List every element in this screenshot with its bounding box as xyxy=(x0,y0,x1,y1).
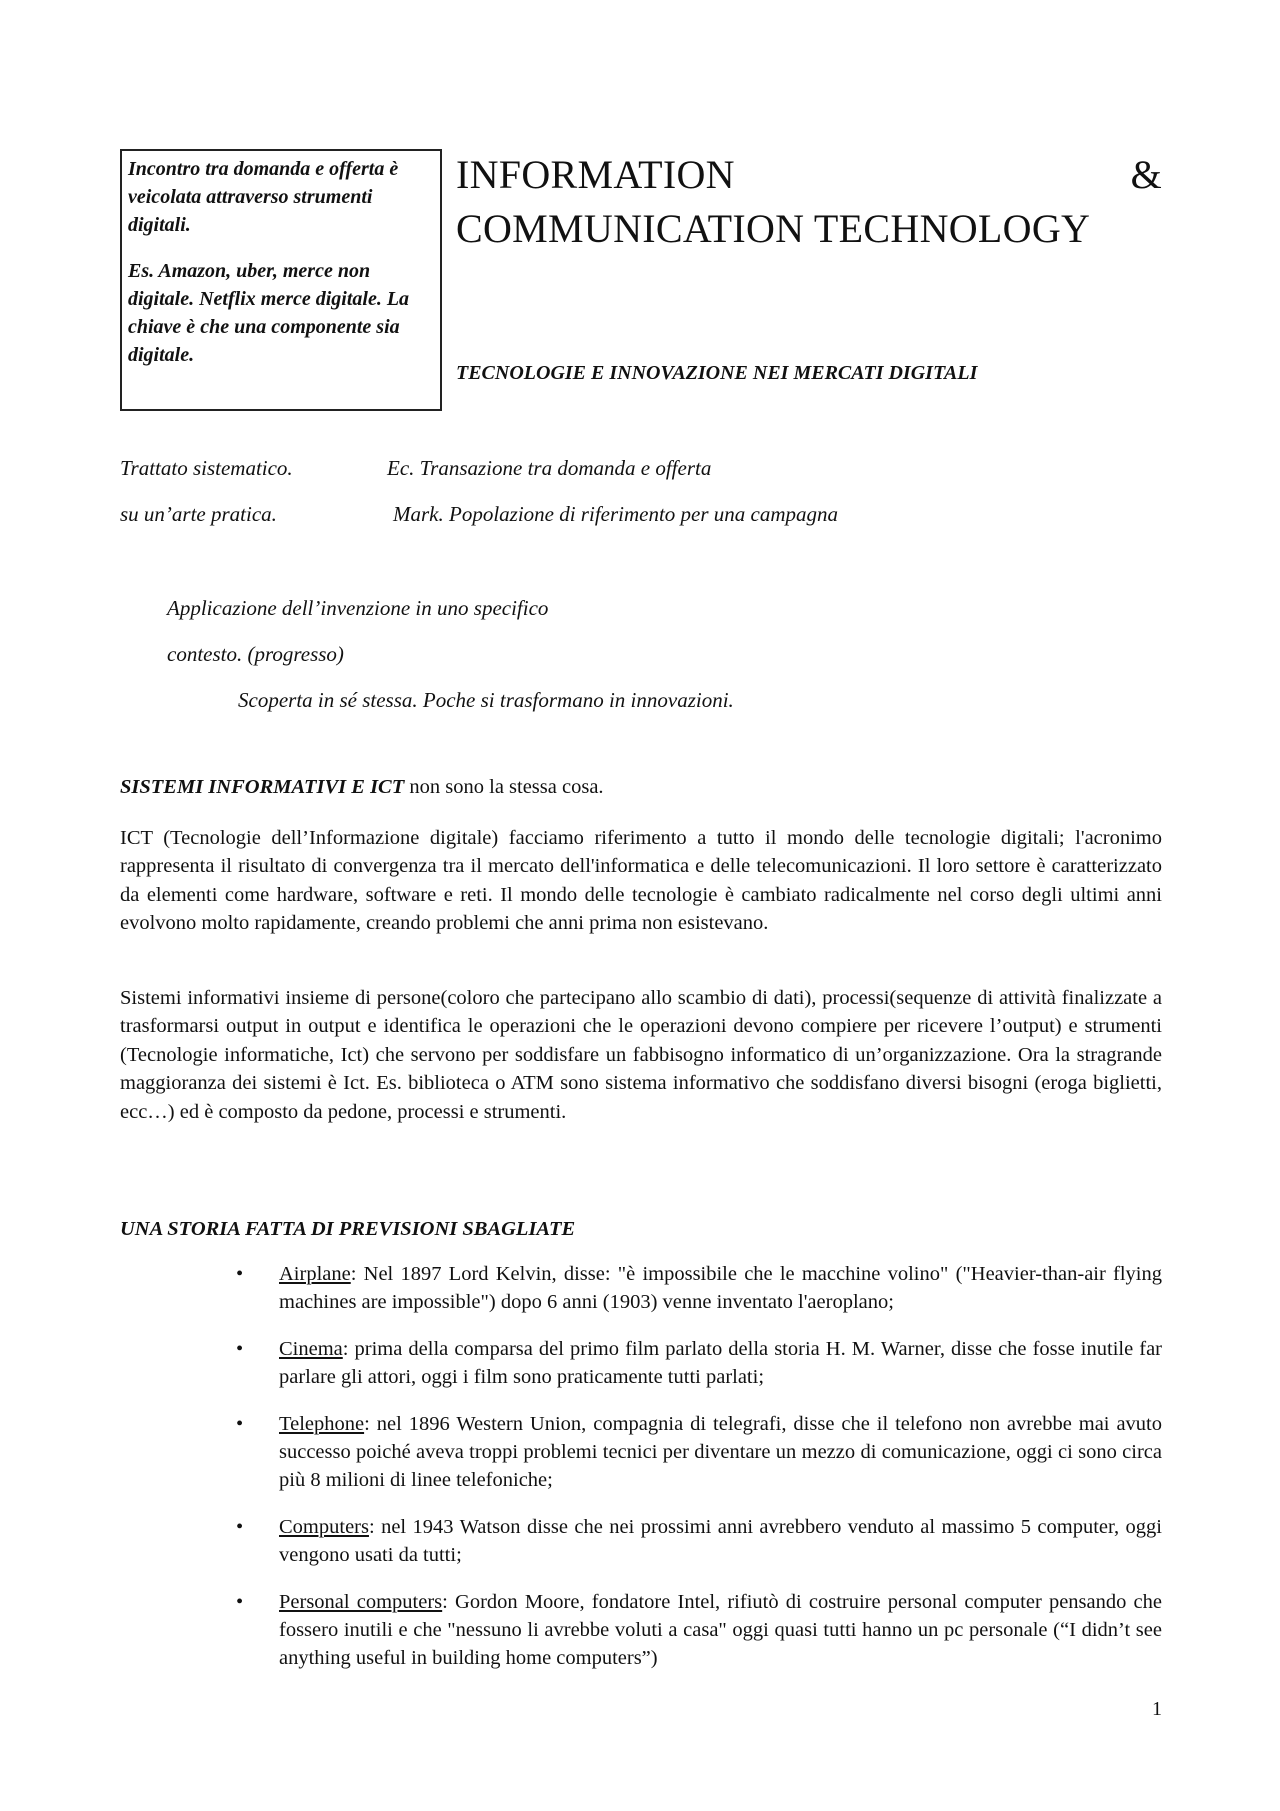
list-item-text: : nel 1896 Western Union, compagnia di telegrafi, disse che il telefono non avrebbe mai avuto successo poiché aveva troppi problemi tecnici per diventare un mezzo di comunicazione, oggi ci sono circa più 8 milioni di linee telefoniche; xyxy=(279,1412,1162,1492)
title-word-information: INFORMATION xyxy=(456,152,735,197)
section-heading-previsioni: UNA STORIA FATTA DI PREVISIONI SBAGLIATE xyxy=(120,1218,576,1240)
list-item-text: : Gordon Moore, fondatore Intel, rifiutò di costruire personal computer pensando che fossero inutili e che "nessuno li avrebbe voluti a casa" oggi quasi tutti hanno un pc personale (“I didn’t see anything useful in building home computers”) xyxy=(279,1590,1162,1670)
list-item-text: : Nel 1897 Lord Kelvin, disse: "è impossibile che le macchine volino" ("Heavier-than-air flying machines are impossible") dopo 6 anni (1903) venne inventato l'aeroplano; xyxy=(279,1263,1162,1314)
bullet-icon: • xyxy=(236,1263,244,1285)
section-heading-sistemi xyxy=(120,776,604,799)
section-heading-sistemi-rest: non sono la stessa cosa. xyxy=(404,776,604,798)
paragraph-sistemi-informativi: Sistemi informativi insieme di persone(coloro che partecipano allo scambio di dati), processi(sequenze di attività finalizzate a trasformarsi output in output e identifica le operazioni che le operazioni devono compiere per ricevere l’output) e strumenti (Tecnologie informatiche, Ict) che servono per soddisfare un fabbisogno informatico di un’organizzazione. Ora la stragrande maggioranza dei sistemi è Ict. Es. biblioteca o ATM sono sistema informativo che soddisfano diversi bisogni (eroga biglietti, ecc…) ed è composto da pedone, processi e strumenti. xyxy=(120,987,1162,1123)
note-indent-2: contesto. (progresso) xyxy=(167,642,344,666)
list-item xyxy=(236,1260,1162,1317)
highlight-note-box xyxy=(120,149,442,411)
list-item xyxy=(236,1588,1162,1673)
bullet-icon: • xyxy=(236,1412,244,1435)
list-item xyxy=(236,1335,1162,1392)
list-item-text: : prima della comparsa del primo film parlato della storia H. M. Warner, disse che fosse inutile far parlare gli attori, oggi i film sono praticamente tutti parlati; xyxy=(279,1337,1162,1389)
list-item-term: Telephone xyxy=(279,1412,365,1435)
bullet-icon: • xyxy=(236,1515,244,1538)
list-item-term: Cinema xyxy=(279,1337,343,1360)
note-line-1: Incontro tra domanda e offerta è veicolata attraverso strumenti digitali. xyxy=(128,158,399,236)
list-item-term: Computers xyxy=(279,1515,369,1538)
note-right-1: Ec. Transazione tra domanda e offerta xyxy=(387,456,712,480)
list-item xyxy=(236,1513,1162,1570)
bullet-icon: • xyxy=(236,1337,244,1360)
paragraph-ict: ICT (Tecnologie dell’Informazione digitale) facciamo riferimento a tutto il mondo delle tecnologie digitali; l'acronimo rappresenta il risultato di convergenza tra il mercato dell'informatica e delle telecomunicazioni. Il loro settore è caratterizzato da elementi come hardware, software e reti. Il mondo delle tecnologie è cambiato radicalmente nel corso degli ultimi anni evolvono molto rapidamente, creando problemi che anni prima non esistevano. xyxy=(120,827,1162,935)
list-item xyxy=(236,1410,1162,1495)
note-left-1: Trattato sistematico. xyxy=(120,456,293,480)
title-line-2: COMMUNICATION TECHNOLOGY xyxy=(456,206,1091,251)
note-line-2: Es. Amazon, uber, merce non digitale. Netflix merce digitale. La chiave è che una componente sia digitale. xyxy=(128,260,410,366)
note-indent-3: Scoperta in sé stessa. Poche si trasformano in innovazioni. xyxy=(238,688,734,712)
list-item-text: : nel 1943 Watson disse che nei prossimi anni avrebbero venduto al massimo 5 computer, oggi vengono usati da tutti; xyxy=(279,1515,1162,1567)
page-number: 1 xyxy=(1152,1698,1162,1720)
list-item-term: Personal computers xyxy=(279,1590,443,1613)
title-ampersand: & xyxy=(1130,152,1162,197)
predictions-list xyxy=(236,1260,1162,1691)
note-left-2: su un’arte pratica. xyxy=(120,502,277,526)
note-indent-1: Applicazione dell’invenzione in uno specifico xyxy=(167,596,549,620)
section-heading-sistemi-bold: SISTEMI INFORMATIVI E ICT xyxy=(120,776,405,798)
bullet-icon: • xyxy=(236,1590,244,1613)
list-item-term: Airplane xyxy=(279,1263,351,1285)
document-title xyxy=(456,148,1162,256)
document-subtitle: TECNOLOGIE E INNOVAZIONE NEI MERCATI DIGITALI xyxy=(456,362,978,384)
note-right-2: Mark. Popolazione di riferimento per una campagna xyxy=(393,502,839,526)
